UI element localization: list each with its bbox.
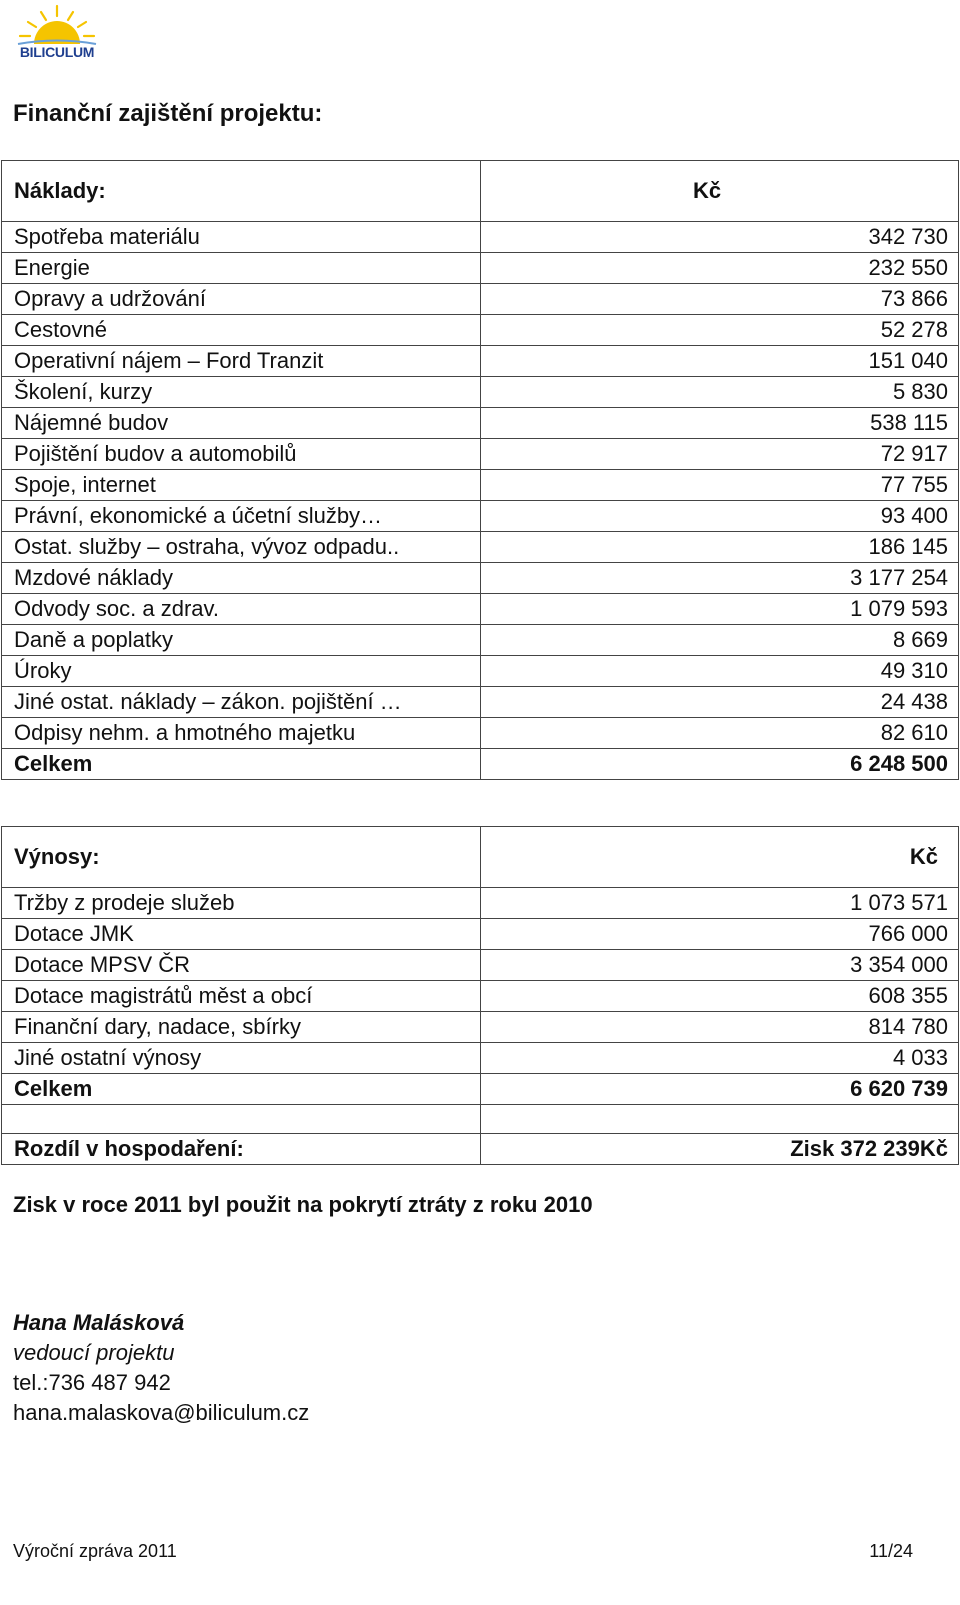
table-row [2, 222, 959, 253]
cost-value: 24 438 [481, 687, 959, 718]
sun-icon [14, 4, 100, 48]
cost-label: Operativní nájem – Ford Tranzit [2, 346, 481, 377]
cost-label: Pojištění budov a automobilů [2, 439, 481, 470]
revenue-value: 4 033 [481, 1043, 959, 1074]
contact-email: hana.malaskova@biliculum.cz [13, 1400, 310, 1425]
table-row [2, 1012, 959, 1043]
table-row [2, 439, 959, 470]
cost-label: Energie [2, 253, 481, 284]
cost-value: 1 079 593 [481, 594, 959, 625]
table-row [2, 315, 959, 346]
table-row [2, 1043, 959, 1074]
page-title: Finanční zajištění projektu: [13, 100, 323, 127]
cost-label: Spoje, internet [2, 470, 481, 501]
cost-value: 538 115 [481, 408, 959, 439]
revenues-total-row [2, 1074, 959, 1105]
result-value: Zisk 372 239Kč [481, 1134, 959, 1165]
table-row [2, 501, 959, 532]
table-row [2, 253, 959, 284]
costs-total-label: Celkem [2, 749, 481, 780]
cost-value: 342 730 [481, 222, 959, 253]
table-row [2, 532, 959, 563]
cost-value: 186 145 [481, 532, 959, 563]
table-row [2, 408, 959, 439]
table-row [2, 470, 959, 501]
cost-label: Nájemné budov [2, 408, 481, 439]
revenue-label: Dotace magistrátů měst a obcí [2, 981, 481, 1012]
costs-header-row [2, 161, 959, 222]
table-row [2, 346, 959, 377]
table-row [2, 594, 959, 625]
revenues-total-label: Celkem [2, 1074, 481, 1105]
cost-label: Úroky [2, 656, 481, 687]
revenue-label: Dotace JMK [2, 919, 481, 950]
result-row [2, 1134, 959, 1165]
page-number: 11/24 [869, 1541, 913, 1561]
footer-title: Výroční zpráva 2011 [13, 1541, 177, 1561]
table-row [2, 888, 959, 919]
result-label: Rozdíl v hospodaření: [2, 1134, 481, 1165]
table-row [2, 563, 959, 594]
table-row [2, 718, 959, 749]
revenue-value: 608 355 [481, 981, 959, 1012]
cost-label: Odvody soc. a zdrav. [2, 594, 481, 625]
cost-value: 77 755 [481, 470, 959, 501]
table-row [2, 377, 959, 408]
cost-value: 82 610 [481, 718, 959, 749]
page-footer [13, 1541, 913, 1562]
costs-header-label: Náklady: [2, 161, 481, 222]
cost-value: 232 550 [481, 253, 959, 284]
revenue-label: Jiné ostatní výnosy [2, 1043, 481, 1074]
cost-value: 151 040 [481, 346, 959, 377]
cost-label: Cestovné [2, 315, 481, 346]
cost-label: Opravy a udržování [2, 284, 481, 315]
revenues-header-label: Výnosy: [2, 827, 481, 888]
cost-value: 3 177 254 [481, 563, 959, 594]
cost-label: Jiné ostat. náklady – zákon. pojištění … [2, 687, 481, 718]
revenue-label: Finanční dary, nadace, sbírky [2, 1012, 481, 1043]
cost-value: 73 866 [481, 284, 959, 315]
cost-value: 72 917 [481, 439, 959, 470]
biliculum-logo [14, 4, 100, 66]
table-row [2, 687, 959, 718]
contact-block [13, 1308, 309, 1428]
contact-name: Hana Malásková [13, 1310, 185, 1335]
costs-header-currency: Kč [481, 161, 959, 222]
revenues-header-currency: Kč [481, 827, 959, 888]
revenue-value: 766 000 [481, 919, 959, 950]
cost-value: 93 400 [481, 501, 959, 532]
cost-label: Školení, kurzy [2, 377, 481, 408]
costs-table [1, 160, 959, 780]
costs-total-value: 6 248 500 [481, 749, 959, 780]
cost-label: Odpisy nehm. a hmotného majetku [2, 718, 481, 749]
table-row [2, 981, 959, 1012]
cost-value: 49 310 [481, 656, 959, 687]
cost-value: 52 278 [481, 315, 959, 346]
spacer-row [2, 1105, 959, 1134]
revenues-header-row [2, 827, 959, 888]
revenue-label: Dotace MPSV ČR [2, 950, 481, 981]
revenue-value: 1 073 571 [481, 888, 959, 919]
logo-text: BILICULUM [19, 44, 95, 60]
contact-phone: tel.:736 487 942 [13, 1370, 171, 1395]
cost-label: Daně a poplatky [2, 625, 481, 656]
table-row [2, 284, 959, 315]
cost-value: 8 669 [481, 625, 959, 656]
cost-label: Ostat. služby – ostraha, vývoz odpadu.. [2, 532, 481, 563]
revenue-value: 3 354 000 [481, 950, 959, 981]
table-row [2, 625, 959, 656]
cost-label: Mzdové náklady [2, 563, 481, 594]
profit-note: Zisk v roce 2011 byl použit na pokrytí ztráty z roku 2010 [13, 1192, 593, 1217]
cost-label: Spotřeba materiálu [2, 222, 481, 253]
table-row [2, 656, 959, 687]
revenues-total-value: 6 620 739 [481, 1074, 959, 1105]
contact-role: vedoucí projektu [13, 1340, 175, 1365]
costs-total-row [2, 749, 959, 780]
revenues-table [1, 826, 959, 1165]
revenue-value: 814 780 [481, 1012, 959, 1043]
table-row [2, 950, 959, 981]
cost-value: 5 830 [481, 377, 959, 408]
revenue-label: Tržby z prodeje služeb [2, 888, 481, 919]
cost-label: Právní, ekonomické a účetní služby… [2, 501, 481, 532]
table-row [2, 919, 959, 950]
